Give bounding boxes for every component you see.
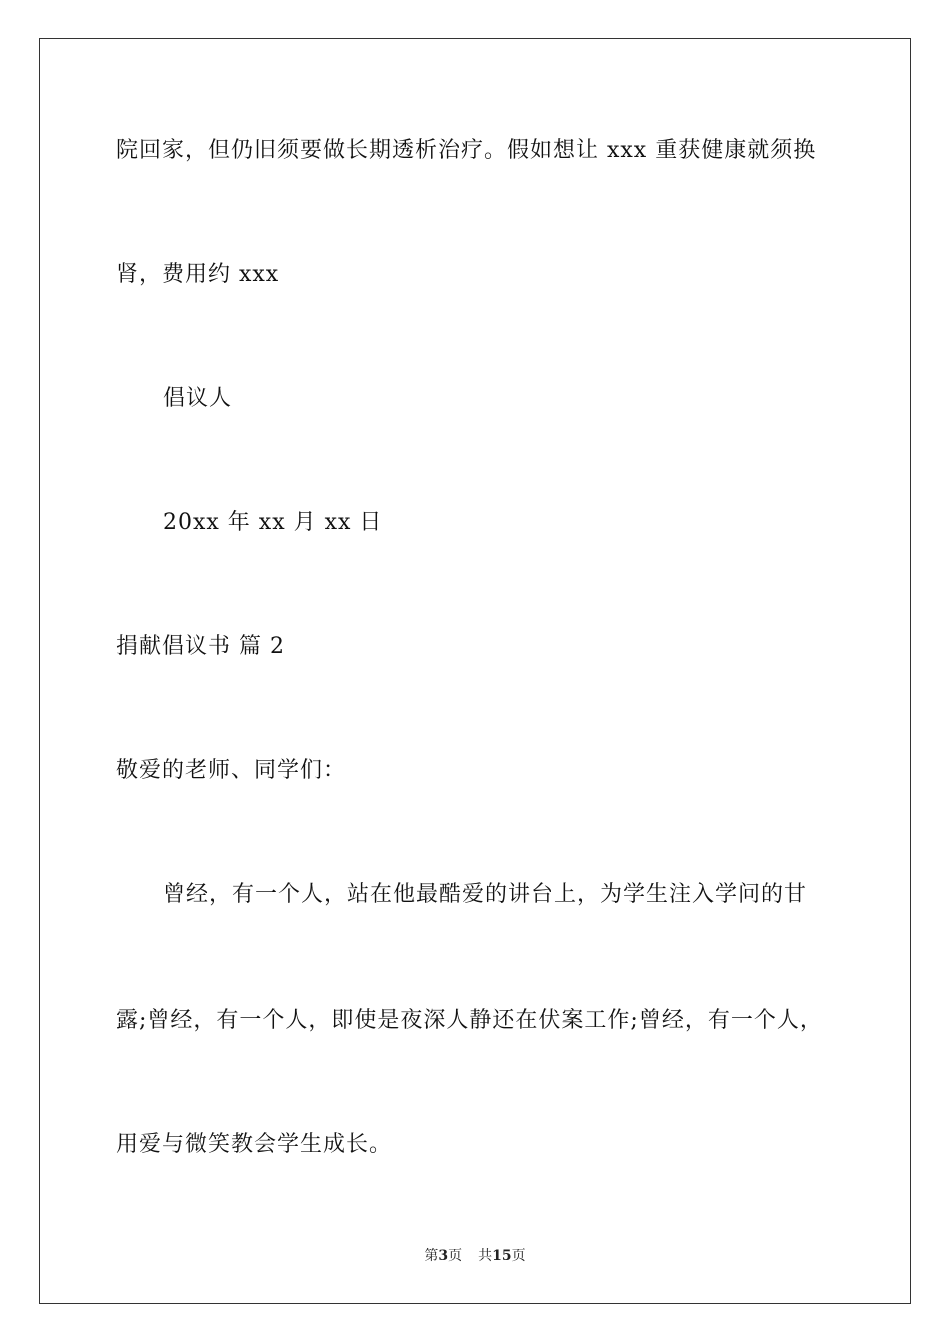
salutation: 敬爱的老师、同学们：	[116, 758, 347, 783]
footer-page-current: 3	[438, 1248, 449, 1264]
footer-page-suffix: 页	[448, 1248, 463, 1264]
footer-total-prefix: 共	[478, 1248, 493, 1264]
page-border	[39, 38, 911, 1304]
footer-page-total: 15	[492, 1248, 512, 1264]
page-footer	[0, 1246, 950, 1266]
signer-label: 倡议人	[163, 386, 233, 411]
footer-total-suffix: 页	[511, 1248, 526, 1264]
footer-page-prefix: 第	[424, 1248, 439, 1264]
paragraph-line: 院回家，但仍旧须要做长期透析治疗。假如想让 xxx 重获健康就须换	[116, 138, 817, 163]
section-heading: 捐献倡议书 篇 2	[116, 634, 285, 659]
date-line: 20xx 年 xx 月 xx 日	[163, 510, 383, 535]
paragraph-line: 肾，费用约 xxx	[116, 262, 280, 287]
paragraph-line: 露;曾经，有一个人，即使是夜深人静还在伏案工作;曾经，有一个人，	[116, 1008, 823, 1033]
paragraph-line: 曾经，有一个人，站在他最酷爱的讲台上，为学生注入学问的甘	[163, 882, 808, 907]
paragraph-line: 用爱与微笑教会学生成长。	[116, 1132, 393, 1157]
